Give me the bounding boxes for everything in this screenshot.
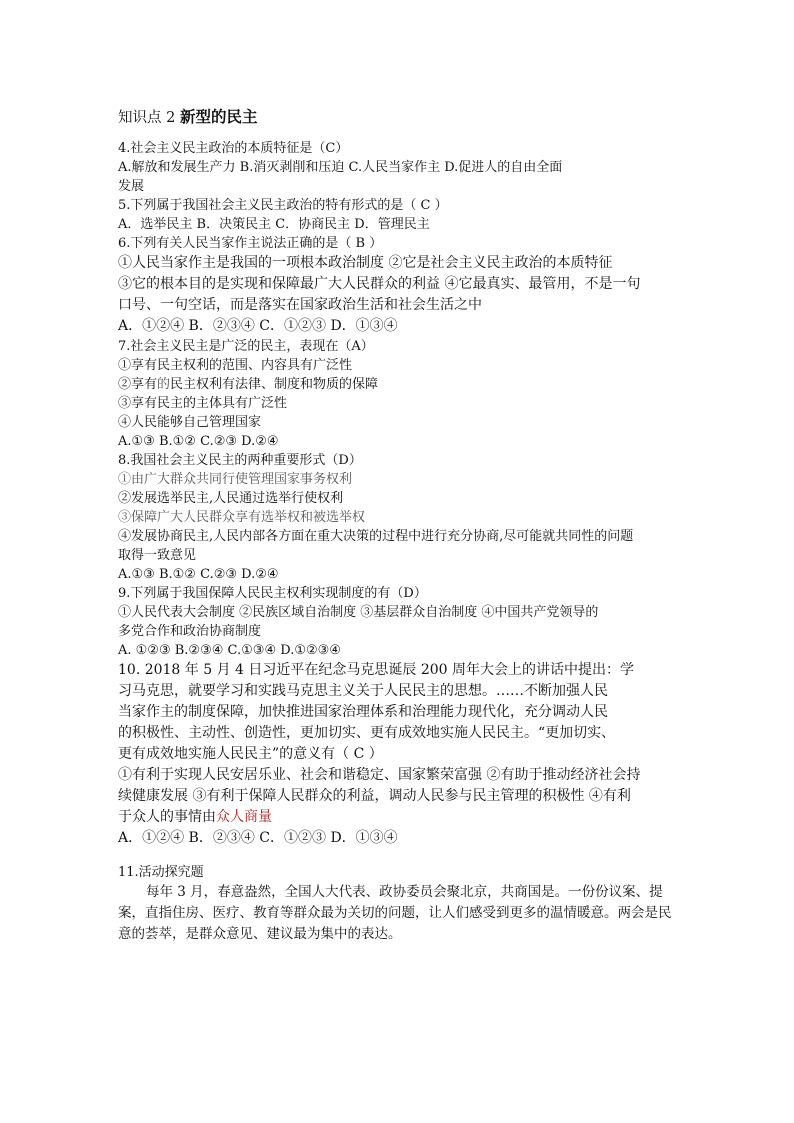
question-8-item: ①由广大群众共同行使管理国家事务权利 [118,472,353,487]
section-title: 新型的民主 [179,107,258,126]
question-8-item: ③保障广大人民群众享有选举权和被选举权 [118,510,366,525]
question-9-items-cont: 多党合作和政治协商制度 [118,624,262,639]
question-8-item: ④发展协商民主,人民内部各方面在重大决策的过程中进行充分协商,尽可能就共同性的问题 [118,529,634,544]
question-9-stem: 9.下列属于我国保障人民民主权利实现制度的有（D） [118,586,427,601]
question-4-stem: 4.社会主义民主政治的本质特征是（C） [118,141,349,156]
question-4-options-cont: 发展 [118,179,145,194]
question-7-stem: 7.社会主义民主是广泛的民主，表现在（A） [118,339,374,354]
question-7-item: ③享有民主的主体具有广泛性 [118,396,288,411]
question-10-line: 续健康发展 ③有利于保障人民群众的利益，调动人民参与民主管理的积极性 ④有利 [118,788,631,804]
question-10-line: ①有利于实现人民安居乐业、社会和谐稳定、国家繁荣富强 ②有助于推动经济社会持 [118,767,641,783]
question-11-title: 11.活动探究题 [118,865,204,880]
document-page [118,106,678,945]
question-7-item [118,375,678,394]
question-10-line: 的积极性、主动性、创造性，更加切实、更有成效地实施人民民主。“更加切实、 [118,725,616,741]
question-7-item-part: 民主权利有法律、制度和物质的保障 [170,377,379,392]
question-6-item-line: ③它的根本目的是实现和保障最广大人民群众的利益 ④它最真实、最管用，不是一句 [118,276,641,292]
question-6-stem: 6.下列有关人民当家作主说法正确的是（ B ） [118,236,383,251]
question-7-item-part: ②享有 [118,377,158,392]
question-7-item: ④人民能够自己管理国家 [118,415,262,430]
question-10-text: 于众人的事情由 [118,809,216,825]
question-7-options: A.①③ B.①② C.②③ D.②④ [118,434,279,449]
question-10-line: 当家作主的制度保障，加快推进国家治理体系和治理能力现代化，充分调动人民 [118,704,608,720]
question-9-items: ①人民代表大会制度 ②民族区域自治制度 ③基层群众自治制度 ④中国共产党领导的 [118,605,599,620]
spacer [118,849,678,863]
section-heading [118,106,678,128]
question-8-item-cont: 取得一致意见 [118,548,197,563]
question-8-item: ②发展选举民主,人民通过选举行使权利 [118,491,344,506]
question-8-stem: 8.我国社会主义民主的两种重要形式（D） [118,453,362,468]
question-6-item-line: ①人民当家作主是我国的一项根本政治制度 ②它是社会主义民主政治的本质特征 [118,255,613,271]
question-7-item-part: 的 [157,377,171,392]
question-6-item-line: 口号、一句空话，而是落实在国家政治生活和社会生活之中 [118,297,482,313]
question-5-options: A．选举民主 B．决策民主 C．协商民主 D．管理民主 [118,217,430,232]
question-10-highlight: 众人商量 [216,809,272,825]
question-6-options: A．①②④ B．②③④ C．①②③ D．①③④ [118,318,398,334]
question-11-paragraph: 每年 3 月，春意盎然，全国人大代表、政协委员会聚北京，共商国是。一份份议案、提案，直指住房、医疗、教育等群众最为关切的问题，让人们感受到更多的温情暖意。两会是民意的荟萃，是群众意见、建议最为集中的表达。 [118,884,672,942]
question-5-stem: 5.下列属于我国社会主义民主政治的特有形式的是（ C ） [118,198,448,213]
section-label: 知识点 2 [118,110,180,126]
question-4-options: A.解放和发展生产力 B.消灭剥削和压迫 C.人民当家作主 D.促进人的自由全面 [118,160,563,175]
question-10-line [118,807,678,828]
question-10-line: 10. 2018 年 5 月 4 日习近平在纪念马克思诞辰 200 周年大会上的讲话中提出：学 [118,662,635,678]
question-7-item: ①享有民主权利的范围、内容具有广泛性 [118,358,353,373]
question-10-options: A．①②④ B．②③④ C．①②③ D．①③④ [118,830,398,846]
question-10-line: 更有成效地实施人民民主”的意义有（ C ） [118,746,383,762]
question-9-options: A. ①②③ B.②③④ C.①③④ D.①②③④ [118,643,341,658]
question-10 [118,660,678,849]
question-10-line: 习马克思，就要学习和实践马克思主义关于人民民主的思想。……不断加强人民 [118,683,608,699]
question-8-options: A.①③ B.①② C.②③ D.②④ [118,567,279,582]
